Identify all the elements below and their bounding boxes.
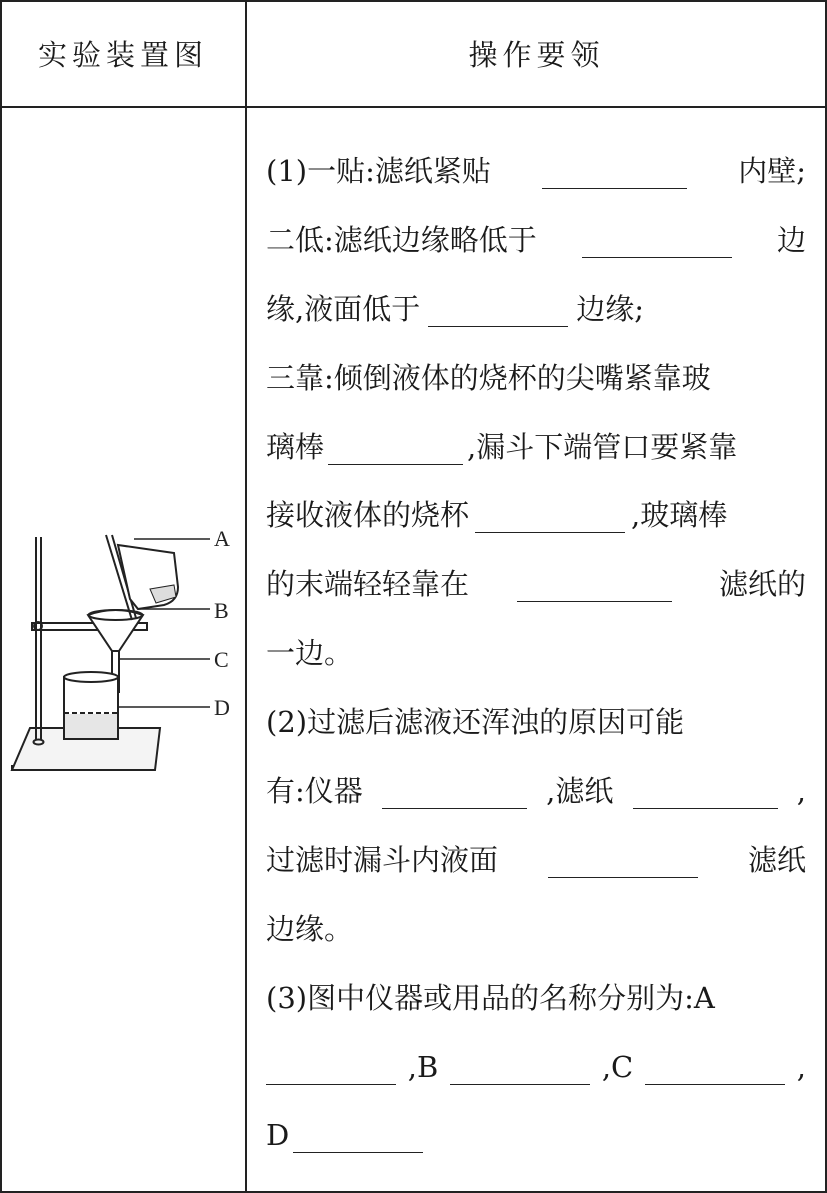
answer-blank[interactable] [328, 463, 463, 465]
answer-blank[interactable] [428, 325, 568, 327]
text-line-13: (3)图中仪器或用品的名称分别为:A [266, 980, 715, 1015]
answer-blank[interactable] [382, 807, 527, 809]
operation-text-block [266, 137, 806, 1170]
answer-blank[interactable] [542, 187, 687, 189]
answer-blank[interactable] [266, 1083, 396, 1085]
text-line-15: D [266, 1101, 806, 1170]
label-b: B [214, 598, 229, 623]
answer-blank[interactable] [517, 600, 672, 602]
answer-blank[interactable] [633, 807, 778, 809]
text-line-9: (2)过滤后滤液还浑浊的原因可能 [266, 705, 685, 740]
label-d: D [214, 695, 230, 720]
text-line-12: 边缘。 [266, 911, 354, 946]
text-line-7: 的末端轻轻靠在 滤纸的 [266, 567, 806, 602]
header-operation-column: 操作要领 [468, 38, 605, 72]
answer-blank[interactable] [645, 1083, 785, 1085]
text-line-2: 二低:滤纸边缘略低于 边 [266, 222, 806, 257]
text-line-6: 接收液体的烧杯 ,玻璃棒 [266, 498, 728, 533]
filtration-apparatus-diagram [10, 525, 240, 775]
text-line-8: 一边。 [266, 636, 354, 671]
text-line-5: 璃棒 ,漏斗下端管口要紧靠 [266, 429, 738, 464]
answer-blank[interactable] [450, 1083, 590, 1085]
answer-blank[interactable] [582, 256, 732, 258]
answer-blank[interactable] [475, 531, 625, 533]
text-line-4: 三靠:倾倒液体的烧杯的尖嘴紧靠玻 [266, 360, 711, 395]
text-line-14: ,B ,C , [266, 1033, 806, 1102]
label-c: C [214, 647, 229, 672]
text-line-3: 缘,液面低于 边缘; [266, 291, 644, 326]
header-diagram-column: 实验装置图 [37, 38, 208, 72]
text-line-1: (1)一贴:滤纸紧贴 内壁; [266, 154, 806, 188]
label-a: A [214, 526, 230, 551]
text-line-11: 过滤时漏斗内液面 滤纸 [266, 842, 806, 877]
answer-blank[interactable] [293, 1151, 423, 1153]
answer-blank[interactable] [548, 876, 698, 878]
text-line-10: 有:仪器 ,滤纸 , [266, 774, 806, 809]
